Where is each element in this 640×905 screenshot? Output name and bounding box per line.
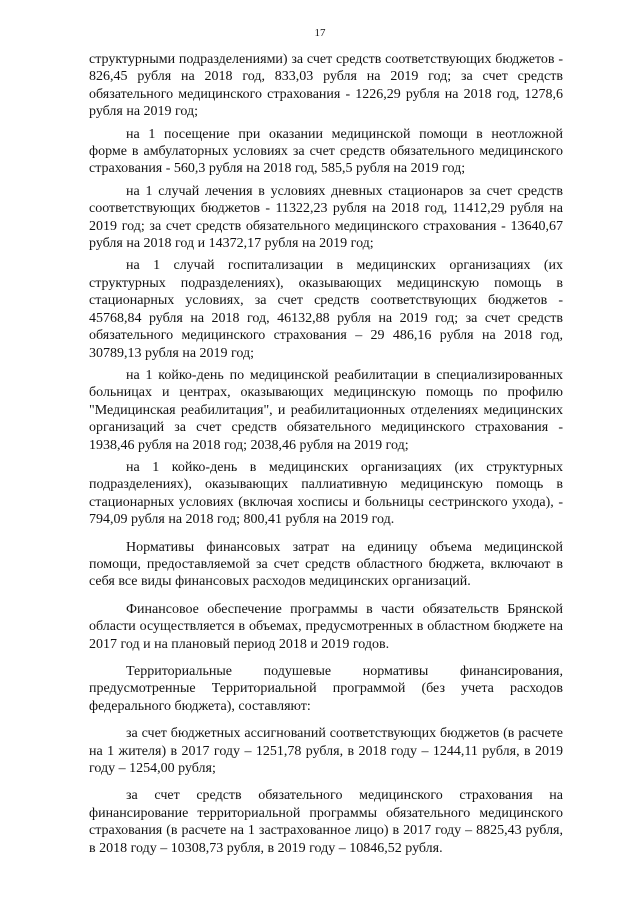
paragraph-palliative: на 1 койко-день в медицинских организациях (их структурных подразделениях), оказывающих паллиативную медицинскую помощь в стационарных условиях (включая хосписы и больницы сестринского ухода), - 794,09 рубля на 2018 год; 800,41 рубля на 2019 год. xyxy=(89,459,563,528)
paragraph-compulsory-insurance: за счет средств обязательного медицинского страхования на финансирование территориальной программы обязательного медицинского страхования (в расчете на 1 застрахованное лицо) в 2017 году – 8825,43 рубля, в 2018 году – 10308,73 рубля, в 2019 году – 10846,52 рубля. xyxy=(89,788,563,856)
paragraph-rehabilitation: на 1 койко-день по медицинской реабилитации в специализированных больницах и центрах, оказывающих медицинскую помощь по профилю "Медицинская реабилитация", и реабилитационных отделениях медицинских организаций за счет средств обязательного медицинского страхования - 1938,46 рубля на 2018 год; 2038,46 рубля на 2019 год; xyxy=(89,367,563,453)
paragraph-budget-allocations: за счет бюджетных ассигнований соответствующих бюджетов (в расчете на 1 жителя) в 2017 году – 1251,78 рубля, в 2018 году – 1244,11 рубля, в 2019 году – 1254,00 рубля; xyxy=(89,726,563,777)
paragraph-emergency-visit: на 1 посещение при оказании медицинской помощи в неотложной форме в амбулаторных условиях за счет средств обязательного медицинского страхования - 560,3 рубля на 2018 год, 585,5 рубля на 2019 год; xyxy=(89,126,563,177)
paragraph-day-hospital: на 1 случай лечения в условиях дневных стационаров за счет средств соответствующих бюджетов - 11322,23 рубля на 2018 год, 11412,29 рубля на 2019 год; за счет средств обязательного медицинского страхования - 13640,67 рубля на 2018 год и 14372,17 рубля на 2019 год; xyxy=(89,183,563,252)
paragraph-per-capita-norms: Территориальные подушевые нормативы финансирования, предусмотренные Территориальной программой (без учета расходов федерального бюджета), составляют: xyxy=(89,664,563,714)
paragraph-financial-provision: Финансовое обеспечение программы в части обязательств Брянской области осуществляется в объемах, предусмотренных в областном бюджете на 2017 год и на плановый период 2018 и 2019 годов. xyxy=(89,601,563,652)
paragraph-regional-budget-norms: Нормативы финансовых затрат на единицу объема медицинской помощи, предоставляемой за счет средств областного бюджета, включают в себя все виды финансовых расходов медицинских организаций. xyxy=(89,539,563,590)
body-text xyxy=(89,51,563,857)
paragraph-continuation: структурными подразделениями) за счет средств соответствующих бюджетов - 826,45 рубля на 2018 год, 833,03 рубля на 2019 год; за счет средств обязательного медицинского страхования - 1226,29 рубля на 2018 год, 1278,6 рубля на 2019 год; xyxy=(89,52,563,120)
paragraph-hospitalization: на 1 случай госпитализации в медицинских организациях (их структурных подразделениях), оказывающих медицинскую помощь в стационарных условиях, за счет средств соответствующих бюджетов - 45768,84 рубля на 2018 год, 46132,88 рубля на 2019 год; за счет средств обязательного медицинского страхования – 29 486,16 рубля на 2018 год, 30789,13 рубля на 2019 год; xyxy=(89,258,563,361)
page-number: 17 xyxy=(314,27,326,39)
